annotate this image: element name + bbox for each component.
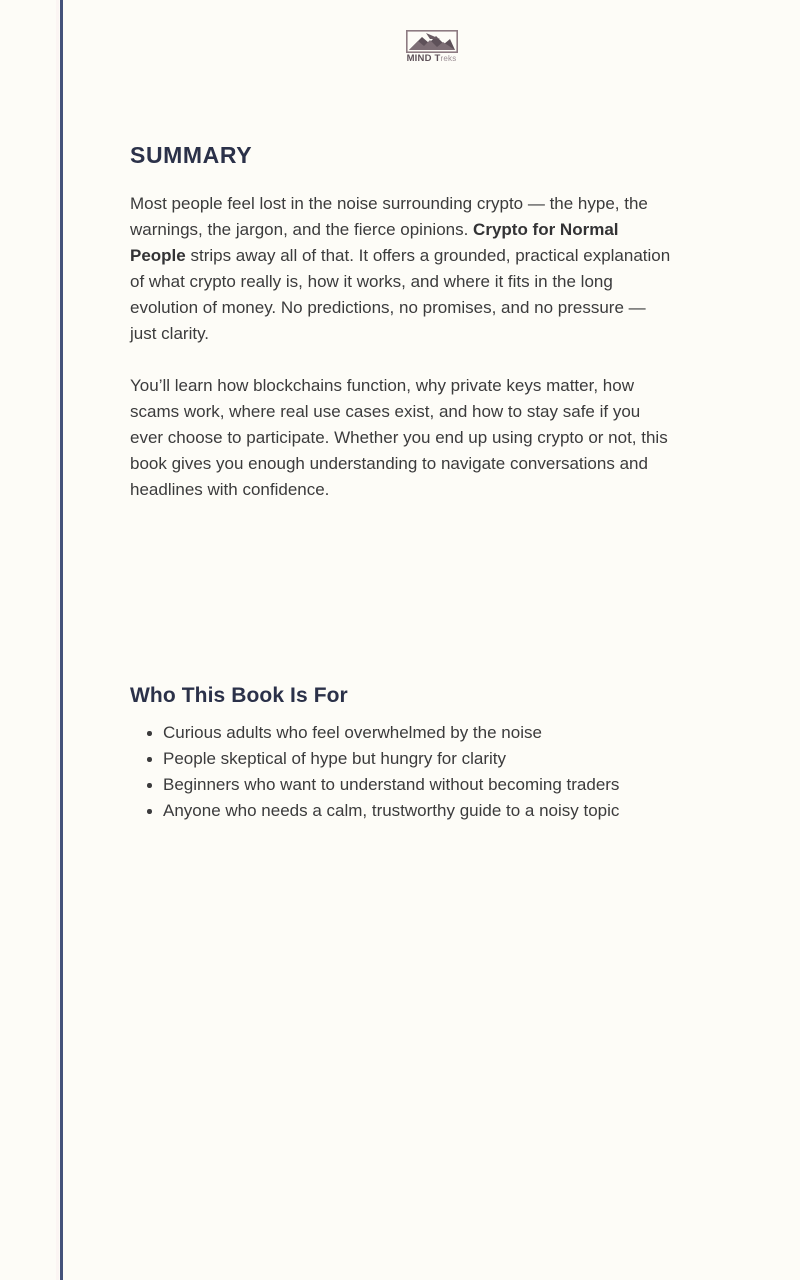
audience-title: Who This Book Is For (130, 684, 348, 707)
summary-paragraph-2: You’ll learn how blockchains function, why private keys matter, how scams work, where real use cases exist, and how to stay safe if you ever choose to participate. Whether you end up using crypto or not, this book gives you enough understanding to navigate conversations and headlines with confidence. (130, 376, 668, 499)
page-body (63, 0, 800, 1280)
brand-word-t: T (434, 53, 441, 64)
brand-word-mind: MIND (406, 53, 432, 64)
page-rule-highlight (56, 0, 59, 1280)
summary-section (130, 140, 675, 503)
list-item: Curious adults who feel overwhelmed by the noise (163, 720, 675, 746)
book-title-emphasis: Crypto for Normal People (130, 220, 619, 265)
brand-mark (404, 30, 460, 64)
list-item: People skeptical of hype but hungry for clarity (163, 746, 675, 772)
list-item: Beginners who want to understand without becoming traders (163, 772, 675, 798)
summary-paragraph-1 (130, 191, 675, 347)
brand-word-reks: reks (440, 54, 457, 63)
brand-logo (63, 30, 800, 64)
audience-list (130, 720, 675, 824)
list-item: Anyone who needs a calm, trustworthy guide to a noisy topic (163, 798, 675, 824)
audience-section (130, 682, 675, 824)
summary-paragraph-1-lead: Most people feel lost in the noise surrounding crypto — the hype, the warnings, the jargon, and the fierce opinions. (130, 194, 648, 239)
summary-paragraph-1-tail: strips away all of that. It offers a grounded, practical explanation of what crypto really is, how it works, and where it fits in the long evolution of money. No predictions, no promises, and no pressure — just clarity. (130, 246, 671, 343)
page-title: SUMMARY (130, 142, 253, 168)
brand-wordmark (407, 54, 457, 64)
mountain-range-icon (406, 30, 458, 53)
